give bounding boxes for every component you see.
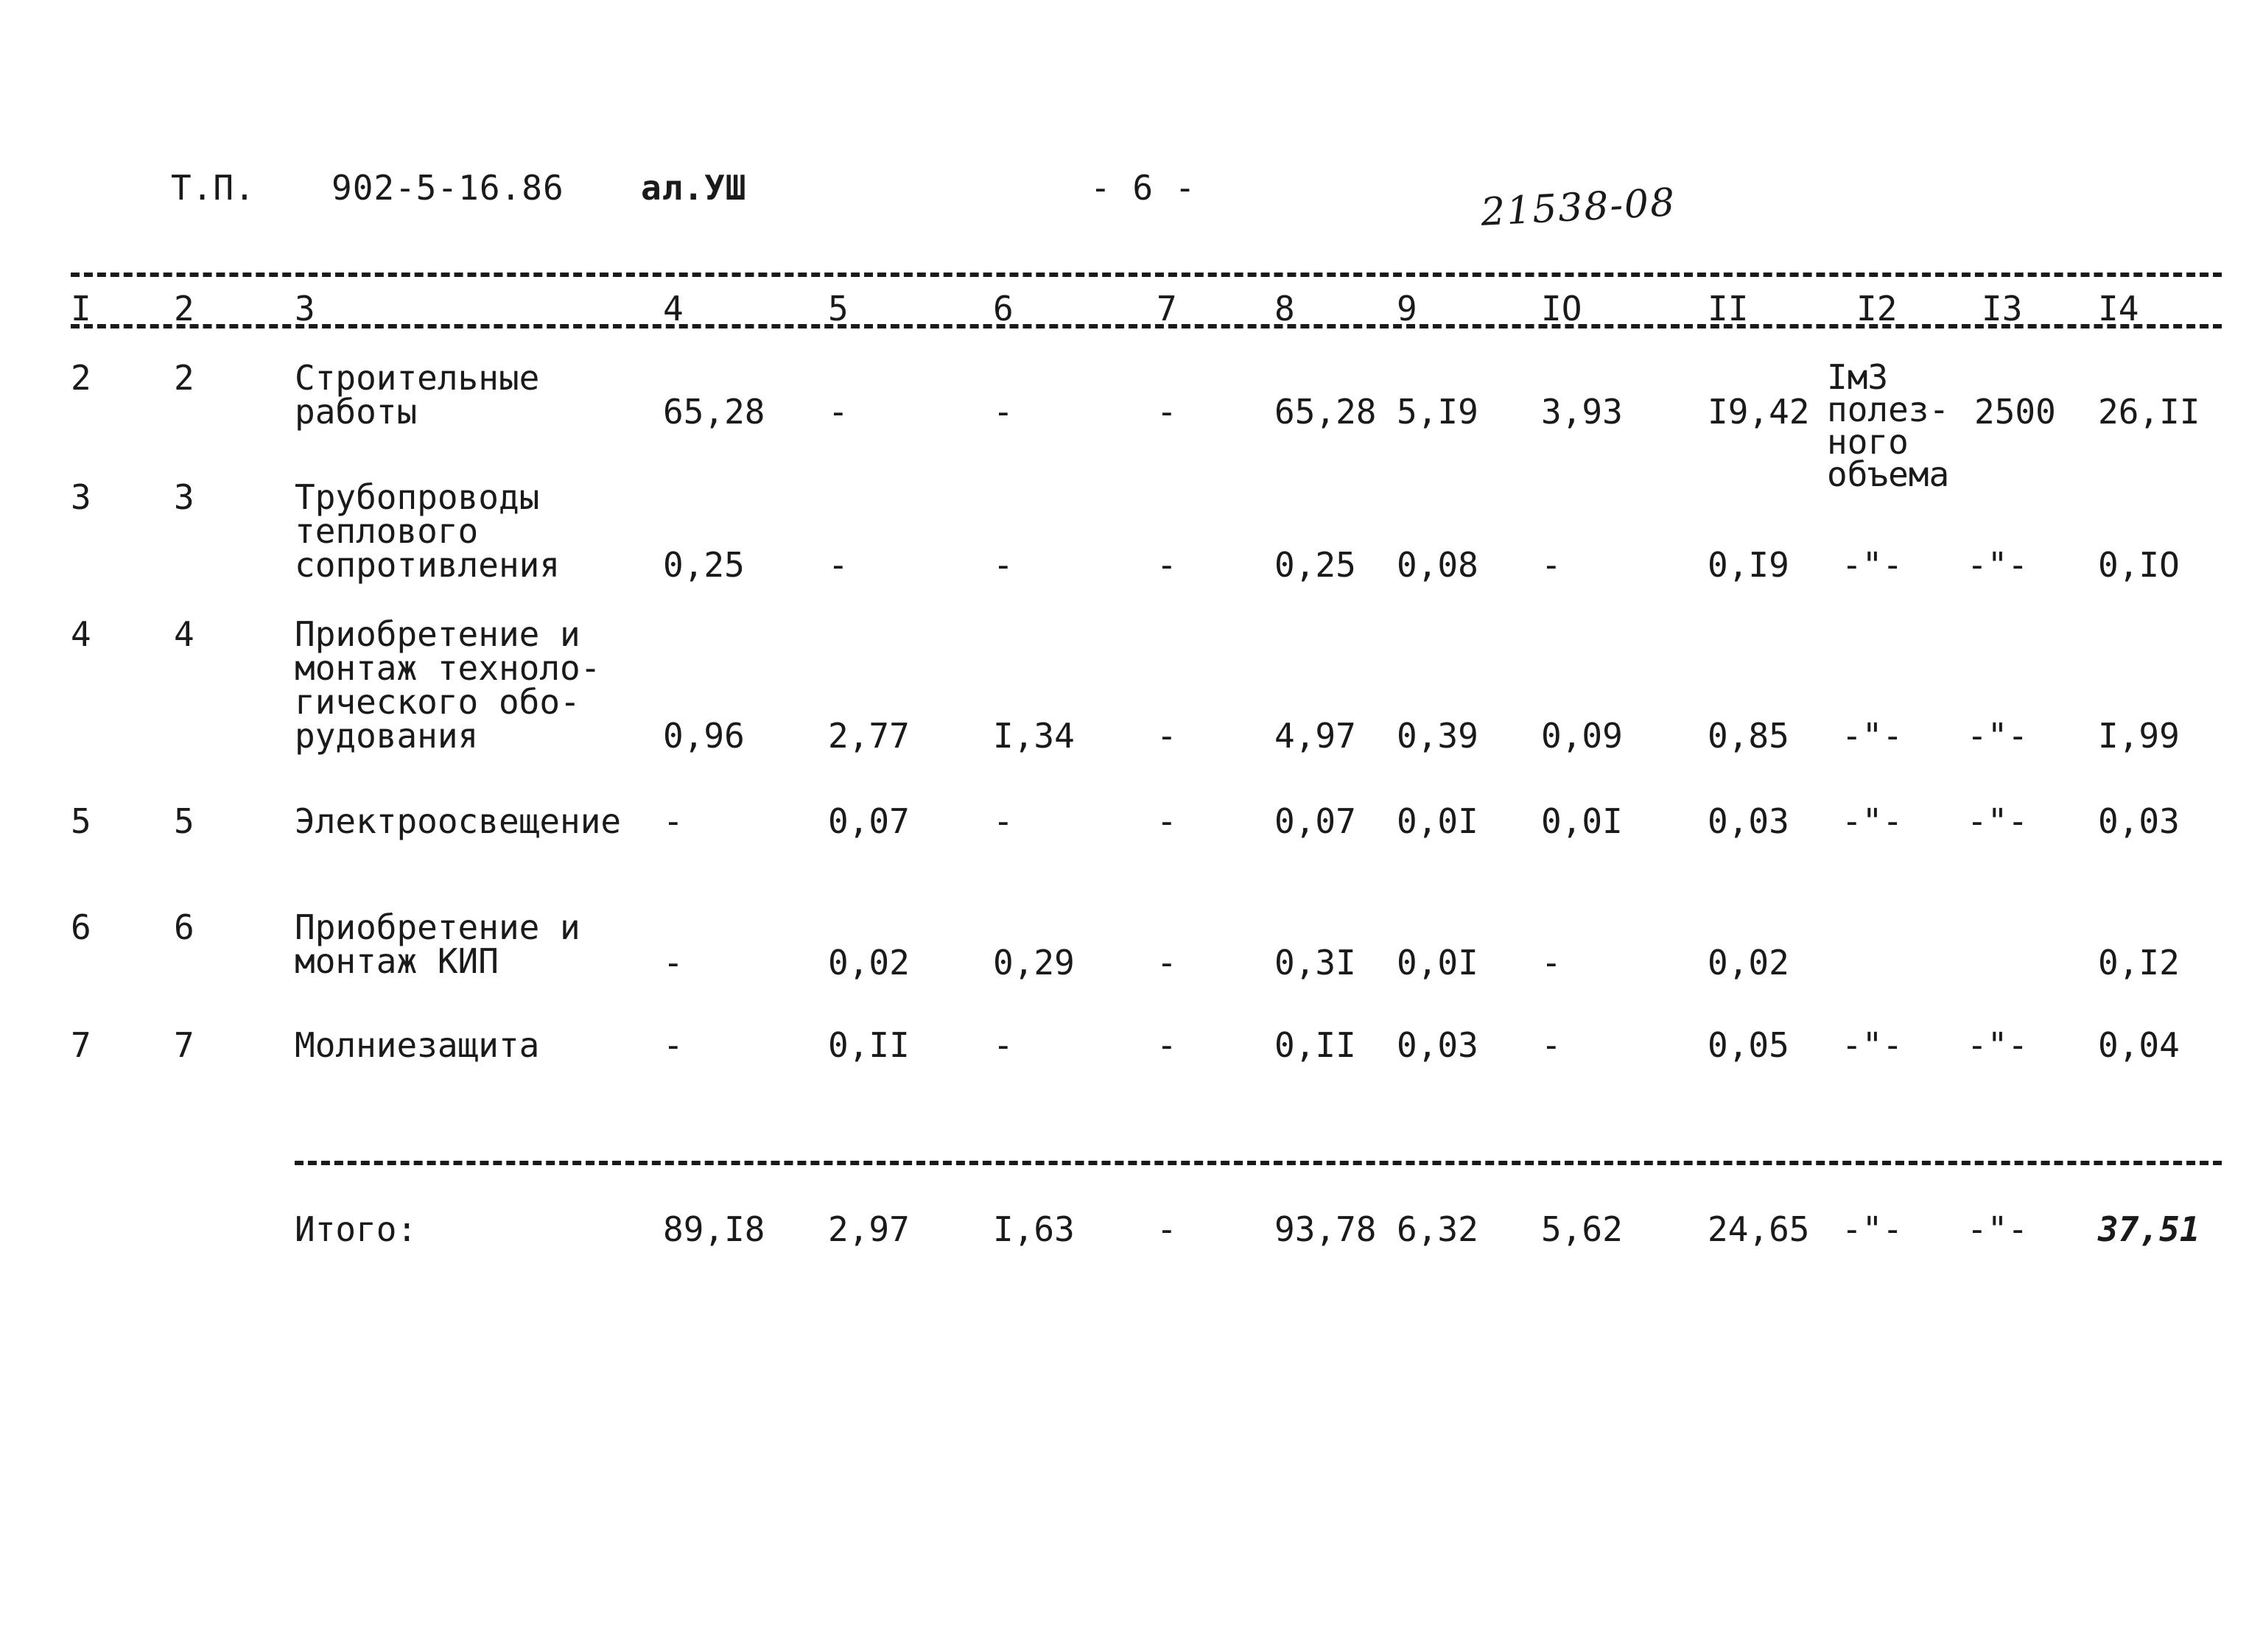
cell-c14: 0,04 xyxy=(2098,1025,2180,1065)
column-number: I4 xyxy=(2098,289,2139,328)
cell-c13: 2500 xyxy=(1974,392,2056,432)
total-c14: 37,51 xyxy=(2098,1209,2200,1249)
cell-c11: 0,02 xyxy=(1708,943,1789,983)
row-position: 4 xyxy=(174,614,194,654)
total-c5: 2,97 xyxy=(828,1209,910,1249)
total-c11: 24,65 xyxy=(1708,1209,1810,1249)
column-number: II xyxy=(1708,289,1749,328)
cell-c11: 0,I9 xyxy=(1708,545,1789,585)
cell-c4: - xyxy=(663,801,684,841)
cell-c13: -"- xyxy=(1967,1025,2029,1065)
total-c4: 89,I8 xyxy=(663,1209,765,1249)
cell-c10: - xyxy=(1541,943,1562,983)
cell-c11: 0,05 xyxy=(1708,1025,1789,1065)
cell-c13: -"- xyxy=(1967,716,2029,756)
row-index: 2 xyxy=(71,358,91,398)
project-code: 902-5-16.86 xyxy=(331,168,564,208)
cell-c5: 0,07 xyxy=(828,801,910,841)
cell-c12: -"- xyxy=(1842,545,1904,585)
row-name: Приобретение и монтаж техноло- гического обо- рудования xyxy=(295,614,601,756)
cell-c12: -"- xyxy=(1842,1025,1904,1065)
row-position: 3 xyxy=(174,477,194,517)
row-name: Молниезащита xyxy=(295,1025,540,1065)
total-c13: -"- xyxy=(1967,1209,2029,1249)
total-label: Итого: xyxy=(295,1209,418,1249)
cell-c7: - xyxy=(1157,392,1177,432)
cell-c5: 2,77 xyxy=(828,716,910,756)
total-c12: -"- xyxy=(1842,1209,1904,1249)
cell-c6: - xyxy=(993,801,1014,841)
cell-c4: - xyxy=(663,943,684,983)
cell-c13: -"- xyxy=(1967,545,2029,585)
cell-c12: -"- xyxy=(1842,801,1904,841)
row-index: 7 xyxy=(71,1025,91,1065)
header-underline-rule xyxy=(71,324,2222,328)
cell-c8: 65,28 xyxy=(1274,392,1377,432)
row-position: 7 xyxy=(174,1025,194,1065)
column-number: 7 xyxy=(1157,289,1177,328)
cell-c10: 0,0I xyxy=(1541,801,1623,841)
cell-c8: 4,97 xyxy=(1274,716,1356,756)
cell-c6: - xyxy=(993,1025,1014,1065)
cell-c14: 0,03 xyxy=(2098,801,2180,841)
cell-c13: -"- xyxy=(1967,801,2029,841)
total-c6: I,63 xyxy=(993,1209,1075,1249)
row-index: 4 xyxy=(71,614,91,654)
row-index: 3 xyxy=(71,477,91,517)
column-number: IO xyxy=(1541,289,1582,328)
cell-c14: 26,II xyxy=(2098,392,2200,432)
column-number: I3 xyxy=(1982,289,2023,328)
cell-c8: 0,II xyxy=(1274,1025,1356,1065)
row-position: 2 xyxy=(174,358,194,398)
column-number: I2 xyxy=(1856,289,1898,328)
column-number: 2 xyxy=(174,289,194,328)
cell-c7: - xyxy=(1157,801,1177,841)
row-index: 6 xyxy=(71,907,91,947)
cell-c4: 0,25 xyxy=(663,545,745,585)
total-c8: 93,78 xyxy=(1274,1209,1377,1249)
cell-c9: 0,39 xyxy=(1397,716,1478,756)
cell-c9: 0,0I xyxy=(1397,801,1478,841)
cell-c11: 0,03 xyxy=(1708,801,1789,841)
cell-c14: 0,I2 xyxy=(2098,943,2180,983)
cell-c12: Iм3 полез- ного объема xyxy=(1827,357,1950,494)
cell-c6: I,34 xyxy=(993,716,1075,756)
page-number: - 6 - xyxy=(1090,168,1196,208)
cell-c5: 0,02 xyxy=(828,943,910,983)
cell-c6: 0,29 xyxy=(993,943,1075,983)
total-c10: 5,62 xyxy=(1541,1209,1623,1249)
column-number: 5 xyxy=(828,289,849,328)
total-c9: 6,32 xyxy=(1397,1209,1478,1249)
row-position: 5 xyxy=(174,801,194,841)
cell-c5: 0,II xyxy=(828,1025,910,1065)
column-number: 9 xyxy=(1397,289,1417,328)
doc-prefix: Т.П. xyxy=(171,168,256,208)
cell-c7: - xyxy=(1157,545,1177,585)
row-position: 6 xyxy=(174,907,194,947)
cell-c10: 0,09 xyxy=(1541,716,1623,756)
handwritten-doc-number: 21538-08 xyxy=(1479,180,1677,235)
cell-c10: - xyxy=(1541,545,1562,585)
column-number: 6 xyxy=(993,289,1014,328)
cell-c14: I,99 xyxy=(2098,716,2180,756)
cell-c4: 0,96 xyxy=(663,716,745,756)
cell-c10: 3,93 xyxy=(1541,392,1623,432)
cell-c8: 0,25 xyxy=(1274,545,1356,585)
row-index: 5 xyxy=(71,801,91,841)
cell-c9: 0,0I xyxy=(1397,943,1478,983)
cell-c12: -"- xyxy=(1842,716,1904,756)
total-c7: - xyxy=(1157,1209,1177,1249)
cell-c9: 0,03 xyxy=(1397,1025,1478,1065)
cell-c4: 65,28 xyxy=(663,392,765,432)
cell-c7: - xyxy=(1157,716,1177,756)
total-dashed-rule xyxy=(295,1161,2222,1165)
cell-c4: - xyxy=(663,1025,684,1065)
cell-c14: 0,IO xyxy=(2098,545,2180,585)
cell-c8: 0,07 xyxy=(1274,801,1356,841)
top-dashed-rule xyxy=(71,273,2222,277)
column-number: 4 xyxy=(663,289,684,328)
column-number: I xyxy=(71,289,91,328)
cell-c6: - xyxy=(993,392,1014,432)
row-name: Трубопроводы теплового сопротивления xyxy=(295,477,561,585)
row-name: Электроосвещение xyxy=(295,801,622,841)
cell-c7: - xyxy=(1157,943,1177,983)
cell-c8: 0,3I xyxy=(1274,943,1356,983)
cell-c10: - xyxy=(1541,1025,1562,1065)
column-number: 8 xyxy=(1274,289,1295,328)
row-name: Строительные работы xyxy=(295,358,540,432)
cell-c9: 5,I9 xyxy=(1397,392,1478,432)
row-name: Приобретение и монтаж КИП xyxy=(295,907,580,981)
cell-c11: 0,85 xyxy=(1708,716,1789,756)
cell-c9: 0,08 xyxy=(1397,545,1478,585)
cell-c7: - xyxy=(1157,1025,1177,1065)
column-number: 3 xyxy=(295,289,315,328)
album-label: ал.УШ xyxy=(641,168,747,208)
cell-c11: I9,42 xyxy=(1708,392,1810,432)
cell-c6: - xyxy=(993,545,1014,585)
cell-c5: - xyxy=(828,545,849,585)
cell-c5: - xyxy=(828,392,849,432)
